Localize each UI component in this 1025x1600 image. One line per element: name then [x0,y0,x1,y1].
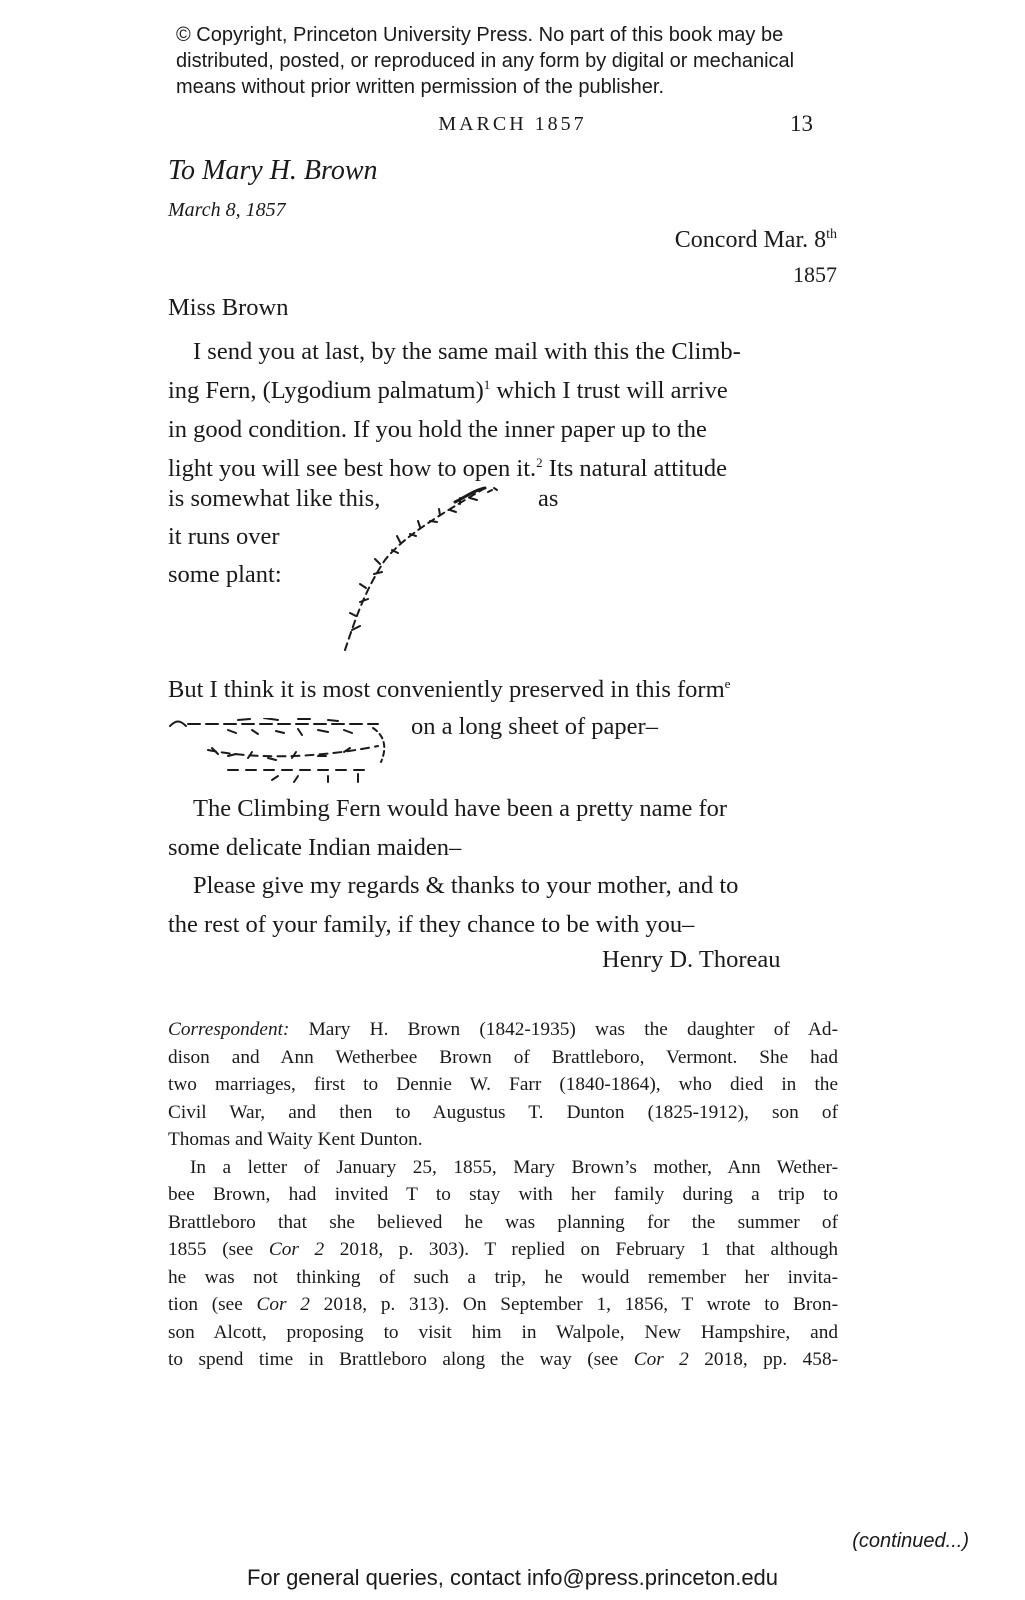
editorial-notes [168,1016,838,1374]
text-line: The Climbing Fern would have been a pretty name for [193,795,728,822]
copyright-line: distributed, posted, or reproduced in any form by digital or mechanical [176,50,795,72]
letter-paragraph-2: But I think it is most conveniently preserved in this form$^e$ [168,676,731,703]
dateline-superscript: th [826,227,837,242]
text-line: ing Fern, (Lygodium palmatum)$^1$ which I trust will arrive [168,377,728,404]
citation-title: Cor 2 [268,1239,325,1260]
signature: Henry D. Thoreau [602,946,781,973]
editorial-note-marker: e [724,676,731,691]
text-line: the rest of your family, if they chance to be with you– [168,911,695,938]
text-line: in good condition. If you hold the inner paper up to the [168,416,707,443]
figure-caption-line: is somewhat like this, [168,485,381,512]
running-head: MARCH 1857 [438,113,587,135]
note-label: Correspondent: [168,1019,290,1040]
note-line: Brattleboro that she believed he was planning for the summer of [168,1211,838,1233]
note-line: to spend time in Brattleboro along the way (see Cor 2 2018, pp. 458- [168,1349,839,1370]
citation-title: Cor 2 [256,1294,310,1315]
page-number: 13 [790,111,813,136]
note-line: two marriages, first to Dennie W. Farr (1840-1864), who died in the [168,1074,838,1095]
citation-title: Cor 2 [633,1349,689,1370]
note-line: 1855 (see Cor 2 2018, p. 303). T replied on February 1 that although [168,1239,838,1260]
figure-caption-line: it runs over [168,523,280,550]
figure-caption-word: as [538,485,559,512]
note-line: son Alcott, proposing to visit him in Walpole, New Hampshire, and [168,1321,838,1343]
text-line: Please give my regards & thanks to your mother, and to [193,872,739,899]
dateline-place: Concord Mar. 8th [674,227,837,253]
note-line: tion (see Cor 2 2018, p. 313). On September 1, 1856, T wrote to Bron- [168,1294,838,1315]
note-line: In a letter of January 25, 1855, Mary Brown’s mother, Ann Wether- [190,1156,838,1178]
copyright-line: means without prior written permission of the publisher. [176,76,665,98]
letter-paragraph-3 [168,789,727,867]
letter-heading: To Mary H. Brown [168,155,378,186]
figure-caption-line: some plant: [168,561,282,588]
continued-marker: (continued...) [852,1530,969,1552]
climbing-fern-sketch [330,480,520,670]
dateline-year: 1857 [793,262,837,287]
copyright-notice [176,22,876,100]
footnote-marker: 2 [536,455,543,470]
footnote-marker: 1 [483,377,491,392]
letter-paragraph-1 [168,332,741,488]
text-line: I send you at last, by the same mail with this the Climb- [193,338,741,365]
pressed-fern-sketch [168,718,400,800]
note-line: Civil War, and then to Augustus T. Dunton (1825-1912), son of [168,1101,838,1123]
text-line: light you will see best how to open it.$^2$ Its natural attitude [168,455,728,482]
note-line: bee Brown, had invited T to stay with her family during a trip to [168,1184,838,1205]
note-line: Thomas and Waity Kent Dunton. [168,1129,423,1150]
note-line: dison and Ann Wetherbee Brown of Brattleboro, Vermont. She had [168,1046,838,1068]
copyright-line: © Copyright, Princeton University Press. No part of this book may be [176,24,784,46]
letter-paragraph-2-continuation: on a long sheet of paper– [411,713,658,740]
note-line: Correspondent: Mary H. Brown (1842-1935) was the daughter of Ad- [168,1019,838,1040]
salutation: Miss Brown [168,294,289,321]
text-line: some delicate Indian maiden– [168,834,462,861]
letter-paragraph-4 [168,866,738,944]
note-line: he was not thinking of such a trip, he would remember her invita- [168,1266,838,1288]
letter-date: March 8, 1857 [168,199,286,221]
footer-contact: For general queries, contact info@press.princeton.edu [246,1565,779,1590]
